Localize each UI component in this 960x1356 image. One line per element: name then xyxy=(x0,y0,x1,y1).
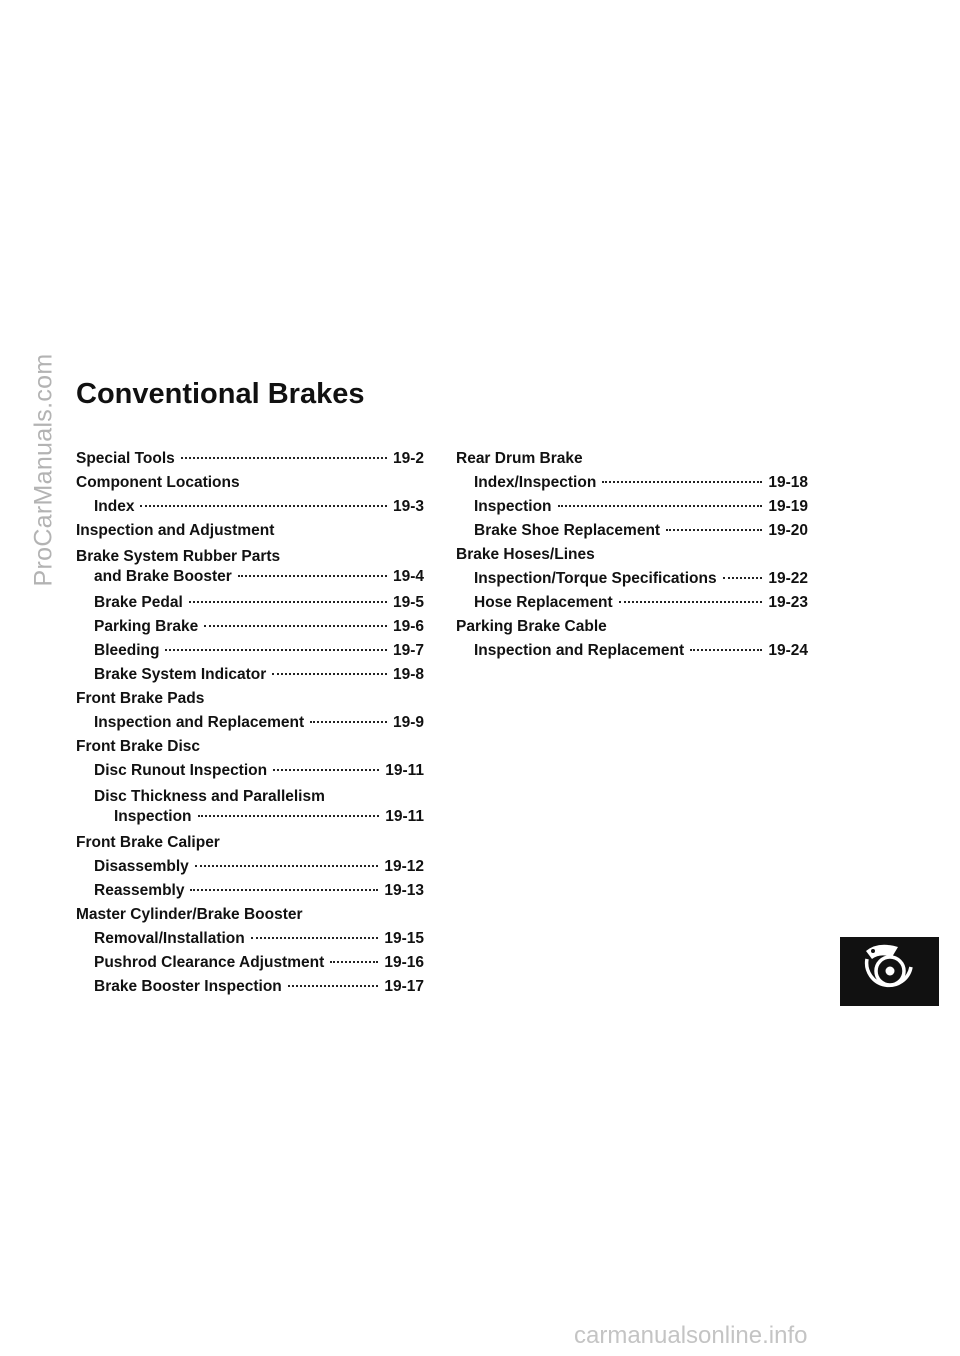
toc-heading-rubber-parts: Brake System Rubber Parts xyxy=(76,548,281,565)
toc-entry-brake-booster-inspection[interactable]: Brake Booster Inspection 19-17 xyxy=(94,978,424,995)
toc-entry-hose-replacement[interactable]: Hose Replacement 19-23 xyxy=(474,594,808,611)
toc-entry-bleeding[interactable]: Bleeding 19-7 xyxy=(94,642,424,659)
side-watermark-text: ProCarManuals.com xyxy=(29,353,58,587)
toc-entry-drum-inspection[interactable]: Inspection 19-19 xyxy=(474,498,808,515)
toc-entry-brake-pedal[interactable]: Brake Pedal 19-5 xyxy=(94,594,424,611)
toc-heading-component-locations: Component Locations xyxy=(76,474,240,491)
toc-entry-disc-thickness-inspection[interactable]: Inspection 19-11 xyxy=(114,808,424,825)
toc-right-column xyxy=(456,447,808,663)
toc-entry-disc-runout[interactable]: Disc Runout Inspection 19-11 xyxy=(94,762,424,779)
toc-heading-parking-brake-cable: Parking Brake Cable xyxy=(456,618,607,635)
toc-entry-pushrod-clearance[interactable]: Pushrod Clearance Adjustment 19-16 xyxy=(94,954,424,971)
footer-watermark: carmanualsonline.info xyxy=(574,1322,808,1349)
toc-entry-torque-specifications[interactable]: Inspection/Torque Specifications 19-22 xyxy=(474,570,808,587)
toc-heading-brake-hoses-lines: Brake Hoses/Lines xyxy=(456,546,595,563)
toc-entry-brake-system-indicator[interactable]: Brake System Indicator 19-8 xyxy=(94,666,424,683)
toc-entry-brake-shoe-replacement[interactable]: Brake Shoe Replacement 19-20 xyxy=(474,522,808,539)
toc-entry-special-tools[interactable]: Special Tools 19-2 xyxy=(76,450,424,467)
toc-entry-reassembly[interactable]: Reassembly 19-13 xyxy=(94,882,424,899)
toc-entry-disassembly[interactable]: Disassembly 19-12 xyxy=(94,858,424,875)
toc-entry-removal-installation[interactable]: Removal/Installation 19-15 xyxy=(94,930,424,947)
toc-heading-front-brake-pads: Front Brake Pads xyxy=(76,690,205,707)
page-title: Conventional Brakes xyxy=(76,378,365,410)
side-watermark xyxy=(0,0,70,1356)
toc-heading-inspection-adjustment: Inspection and Adjustment xyxy=(76,522,275,539)
toc-heading-master-cylinder: Master Cylinder/Brake Booster xyxy=(76,906,303,923)
toc-entry-index[interactable]: Index 19-3 xyxy=(94,498,424,515)
toc-entry-index-inspection[interactable]: Index/Inspection 19-18 xyxy=(474,474,808,491)
toc-heading-front-brake-caliper: Front Brake Caliper xyxy=(76,834,220,851)
toc-entry-brake-booster[interactable]: and Brake Booster 19-4 xyxy=(94,568,424,585)
toc-left-column xyxy=(76,447,424,999)
toc-entry-parking-brake[interactable]: Parking Brake 19-6 xyxy=(94,618,424,635)
brake-disc-icon-graphic xyxy=(840,937,939,1006)
toc-heading-rear-drum-brake: Rear Drum Brake xyxy=(456,450,583,467)
toc-heading-front-brake-disc: Front Brake Disc xyxy=(76,738,201,755)
toc-heading-disc-thickness: Disc Thickness and Parallelism xyxy=(94,788,325,805)
toc-entry-cable-inspection-replacement[interactable]: Inspection and Replacement 19-24 xyxy=(474,642,808,659)
brake-disc-icon xyxy=(840,937,939,1006)
toc-entry-pads-inspection[interactable]: Inspection and Replacement 19-9 xyxy=(94,714,424,731)
